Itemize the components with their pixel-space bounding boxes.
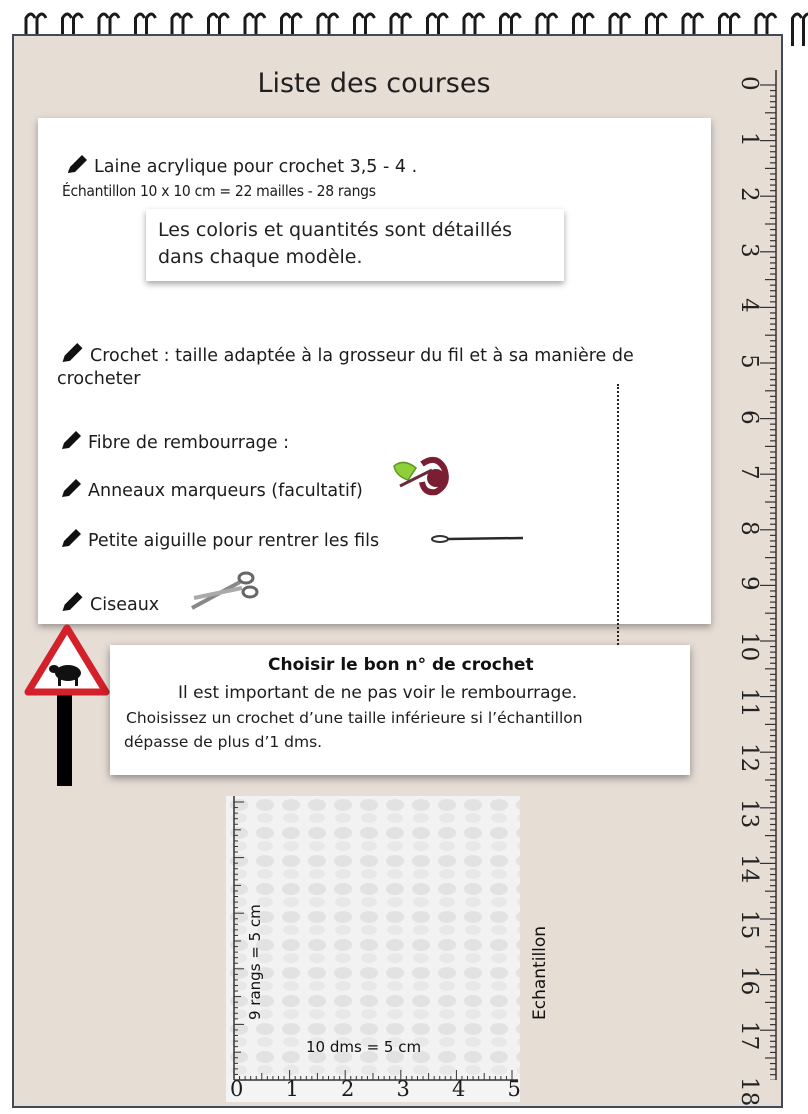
pencil-icon [60,591,84,612]
item-label: Petite aiguille pour rentrer les fils [88,531,380,551]
list-item-ciseaux [60,591,159,617]
ruler-number: 10 [736,632,762,662]
needle-icon [428,532,526,546]
list-item-crochet [60,342,634,368]
ruler-number: 5 [736,354,762,369]
ruler-number: 3 [736,242,762,258]
ruler-number: 18 [736,1076,762,1107]
dotted-arrow-line [617,384,619,656]
list-item-anneaux [60,478,363,503]
ruler-number: 16 [736,965,762,995]
list-item-fibre [60,430,289,455]
item-label: Ciseaux [90,595,160,615]
swatch-scale-number: 2 [341,1077,355,1101]
rows-label: 9 rangs = 5 cm [246,904,264,1020]
stitch-marker-icon [388,456,454,498]
ruler-number: 14 [736,854,762,884]
swatch-side-label: Echantillon [530,925,550,1020]
ruler-number: 6 [736,409,762,425]
callout-line-2: Choisissez un crochet d’une taille inférieure si l’échantillon [126,709,583,727]
scissors-icon [188,568,260,612]
sheep-warning-sign-icon [24,622,110,788]
sample-line: Échantillon 10 x 10 cm = 22 mailles - 28 rangs [62,182,376,200]
crochet-swatch-image [226,796,528,1102]
ruler-number: 0 [736,76,762,91]
item-label: Anneaux marqueurs (facultatif) [88,481,363,501]
list-item-crochet-cont: crocheter [57,369,141,389]
swatch-scale-number: 4 [452,1077,466,1101]
list-item-aiguille [60,528,379,553]
item-label: Fibre de rembourrage : [88,433,290,453]
pencil-icon [66,154,88,174]
swatch-scale-number: 5 [507,1077,521,1101]
note-line-2: dans chaque modèle. [158,246,363,268]
swatch-scale-number: 3 [396,1077,410,1101]
callout-title: Choisir le bon n° de crochet [268,655,534,675]
ruler-number: 2 [736,187,762,202]
pencil-icon [60,478,82,498]
pencil-icon [60,528,82,548]
pencil-icon [60,342,84,363]
item-label: Crochet : taille adaptée à la grosseur du fil et à sa manière de [90,346,634,366]
ruler-number: 15 [736,910,762,940]
ruler-number: 13 [736,798,762,829]
swatch-scale-number: 1 [285,1077,299,1101]
ruler-number: 8 [736,520,762,536]
note-line-1: Les coloris et quantités sont détaillés [158,219,512,241]
pencil-icon [60,430,82,450]
ruler-number: 12 [736,743,762,773]
ruler-number: 17 [736,1021,762,1051]
colors-note [146,209,564,281]
list-item-laine [66,154,417,179]
ruler-number: 1 [736,131,762,147]
ruler-number: 7 [736,465,762,480]
item-label: Laine acrylique pour crochet 3,5 - 4 . [94,157,418,177]
page-title: Liste des courses [257,68,491,99]
crochet-size-callout [110,645,690,775]
swatch-scale-number: 0 [230,1077,244,1101]
callout-line-3: dépasse de plus d’1 dms. [124,733,323,751]
ruler-number: 9 [736,576,762,592]
ruler-number: 11 [736,687,762,717]
callout-line-1: Il est important de ne pas voir le rembourrage. [178,683,578,703]
stitches-label: 10 dms = 5 cm [306,1038,422,1056]
ruler-number: 4 [736,298,762,314]
